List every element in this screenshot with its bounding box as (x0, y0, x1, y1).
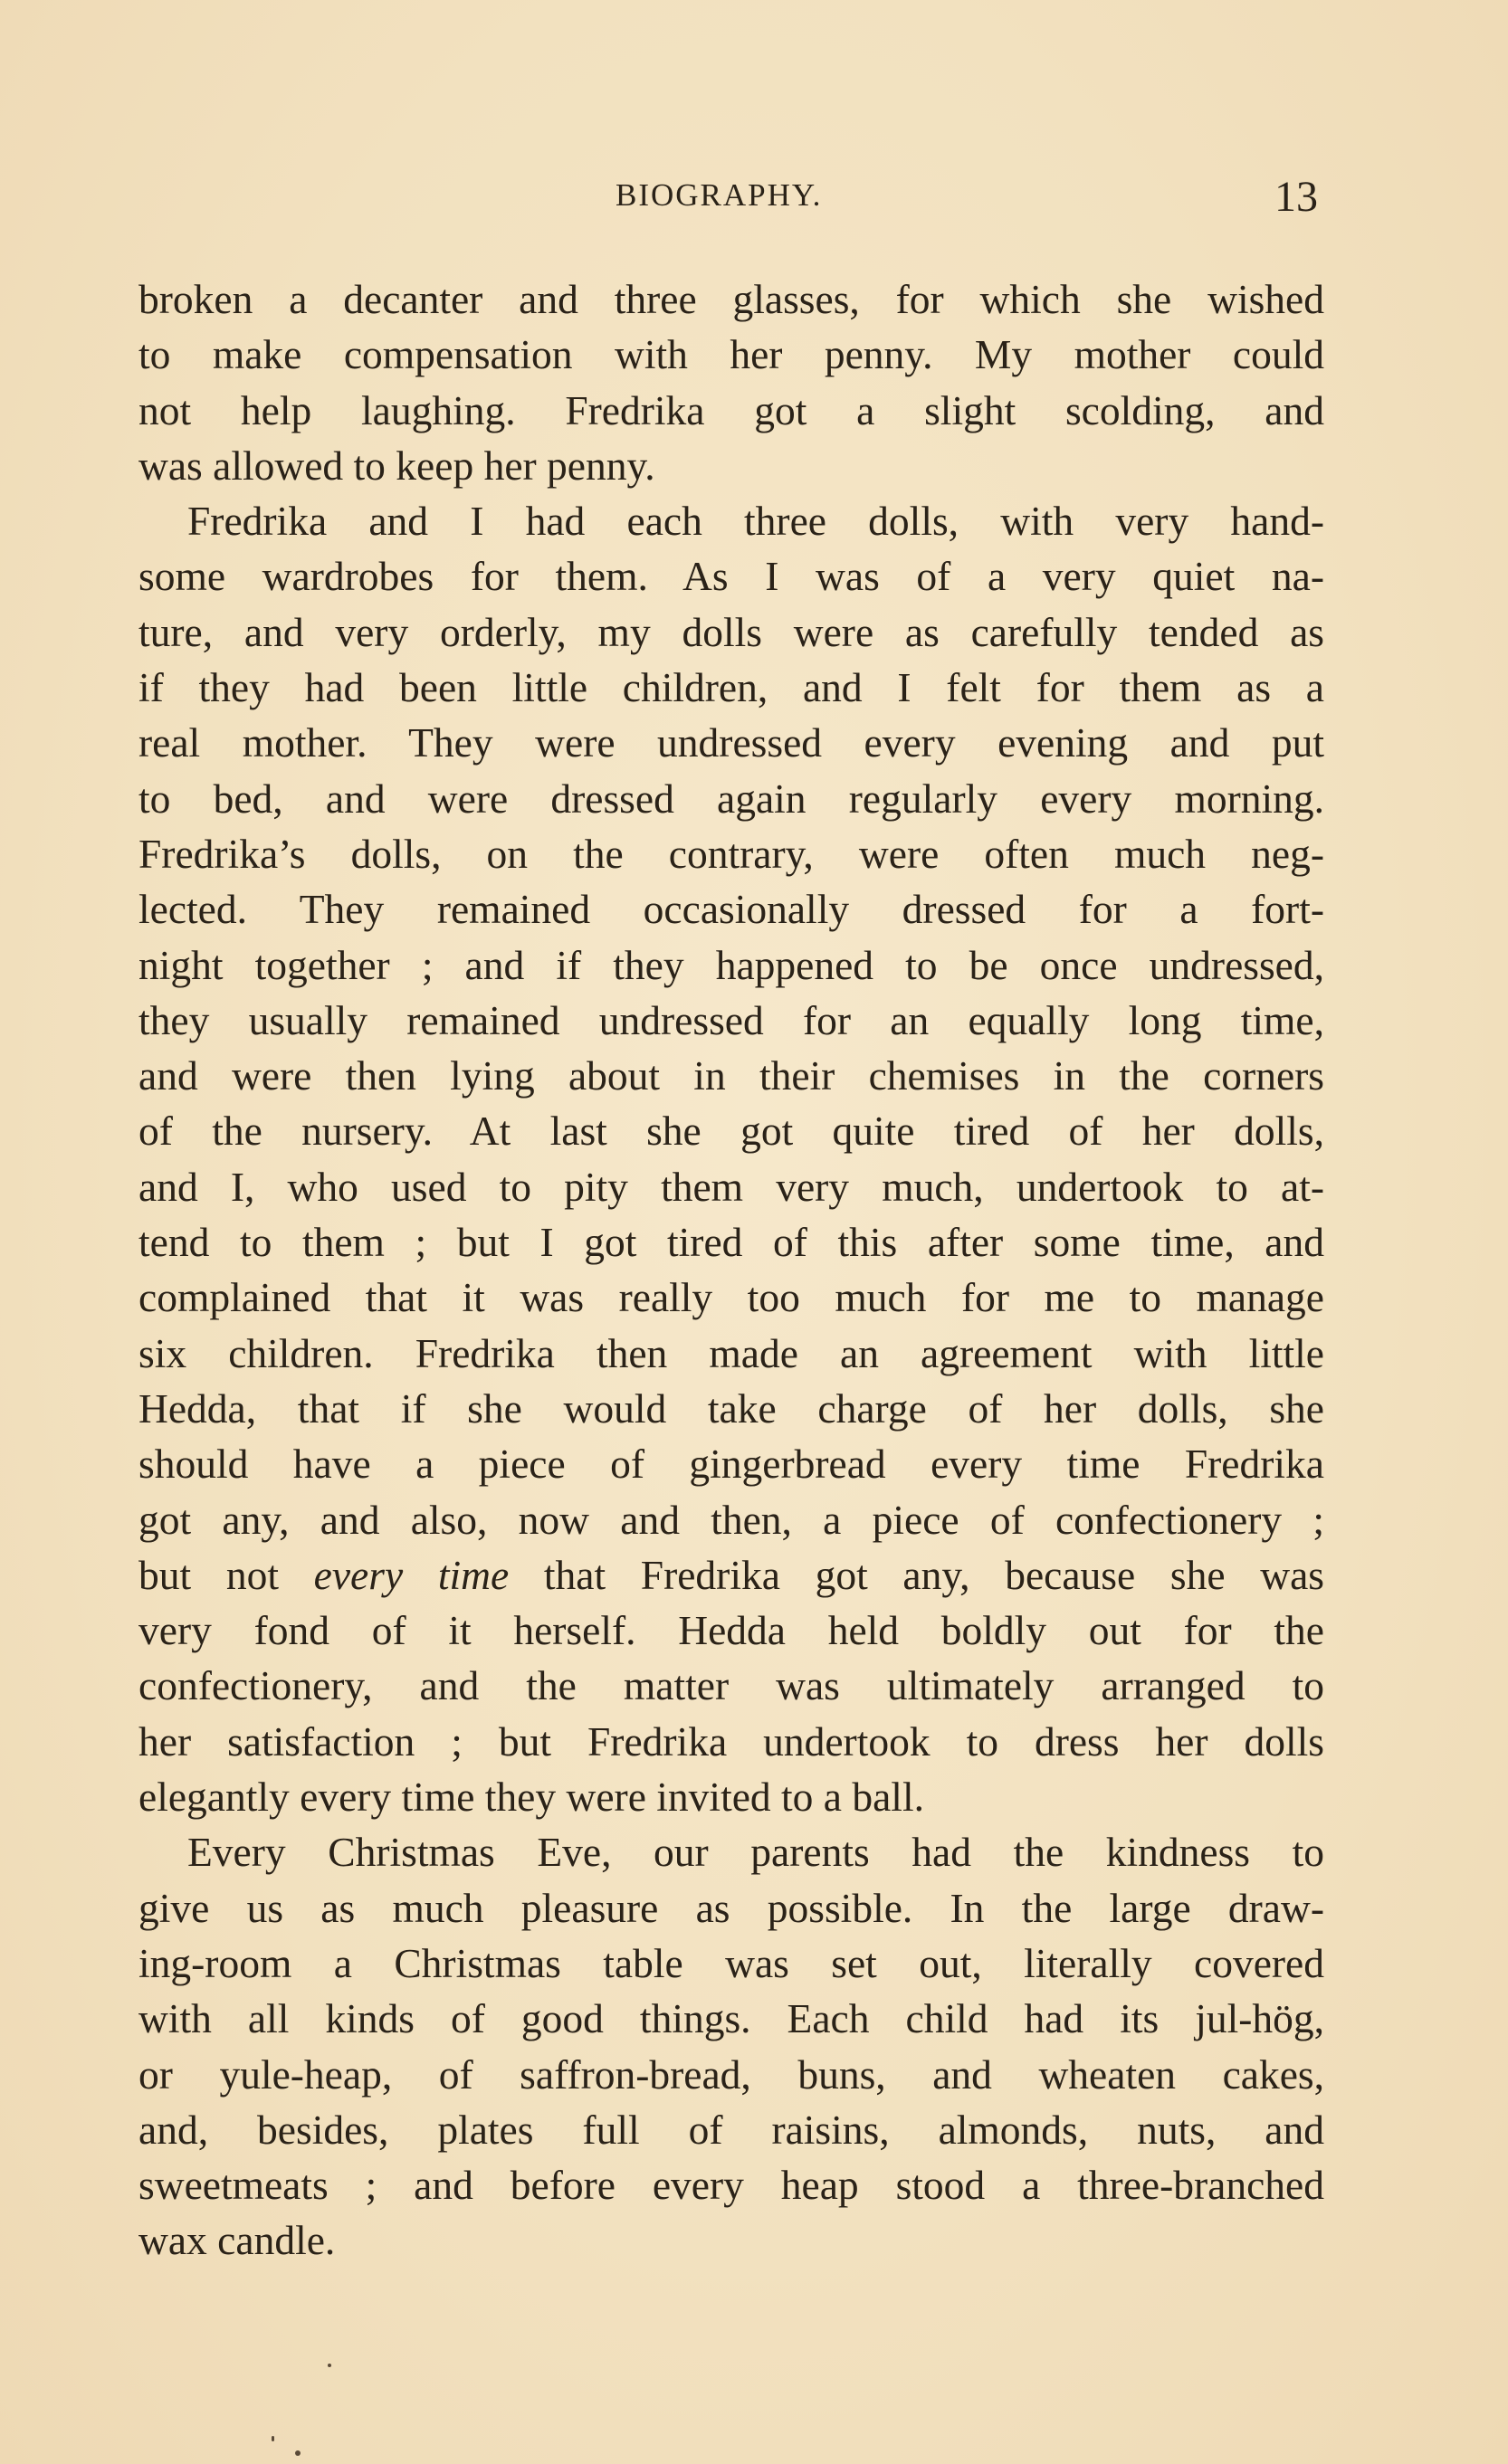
text-line: very fond of it herself. Hedda held boldly out for the (138, 1607, 1324, 1654)
text-line: sweetmeats ; and before every heap stood a three-branched (138, 2162, 1324, 2209)
text-line: broken a decanter and three glasses, for which she wished (138, 276, 1324, 322)
body-text (138, 271, 1324, 2269)
text-line: Every Christmas Eve, our parents had the kindness to (187, 1829, 1324, 1876)
ink-speck (328, 2364, 331, 2367)
text-line: Fredrika and I had each three dolls, with very hand- (187, 498, 1324, 545)
text-line: lected. They remained occasionally dressed for a fort- (138, 886, 1324, 933)
text-line: real mother. They were undressed every evening and put (138, 719, 1324, 766)
text-line: was allowed to keep her penny. (138, 442, 655, 489)
text-line: not help laughing. Fredrika got a slight scolding, and (138, 386, 1324, 433)
text-line: and I, who used to pity them very much, undertook to at- (138, 1163, 1324, 1210)
text-line: ture, and very orderly, my dolls were as carefully tended as (138, 608, 1324, 655)
text-line: or yule-heap, of saffron-bread, buns, and wheaten cakes, (138, 2050, 1324, 2098)
page-number: 13 (1274, 173, 1318, 221)
text-line: her satisfaction ; but Fredrika undertook to dress her dolls (138, 1717, 1324, 1765)
running-title: BIOGRAPHY. (616, 177, 823, 213)
text-line: to make compensation with her penny. My mother could (138, 331, 1324, 378)
text-line-with-italic (138, 1547, 1324, 1603)
italic-phrase: every time (313, 1551, 510, 1598)
text-line: ing-room a Christmas table was set out, literally covered (138, 1939, 1324, 1986)
text-line: should have a piece of gingerbread every time Fredrika (138, 1441, 1324, 1488)
text-line: and were then lying about in their chemises in the corners (138, 1052, 1324, 1099)
text-line: and, besides, plates full of raisins, almonds, nuts, and (138, 2106, 1324, 2153)
text-segment: that Fredrika got any, because she was (509, 1551, 1324, 1598)
text-line: night together ; and if they happened to be once undressed, (138, 941, 1324, 988)
text-segment: but not (138, 1551, 314, 1598)
text-line: they usually remained undressed for an equally long time, (138, 996, 1324, 1043)
running-head (0, 173, 1508, 223)
text-line: give us as much pleasure as possible. In the large draw- (138, 1884, 1324, 1931)
ink-speck (272, 2436, 274, 2441)
text-line: if they had been little children, and I felt for them as a (138, 664, 1324, 711)
ink-speck (295, 2450, 301, 2456)
text-line: tend to them ; but I got tired of this after some time, and (138, 1219, 1324, 1266)
text-line: some wardrobes for them. As I was of a very quiet na- (138, 553, 1324, 600)
text-line: Hedda, that if she would take charge of her dolls, she (138, 1384, 1324, 1432)
text-line: wax candle. (138, 2217, 336, 2264)
text-line: of the nursery. At last she got quite tired of her dolls, (138, 1108, 1324, 1155)
text-line: Fredrika’s dolls, on the contrary, were often much neg- (138, 830, 1324, 877)
text-line: with all kinds of good things. Each child had its jul-hög, (138, 1995, 1324, 2042)
text-line: complained that it was really too much for me to manage (138, 1274, 1324, 1321)
text-line: elegantly every time they were invited to a ball. (138, 1774, 924, 1821)
text-line: confectionery, and the matter was ultimately arranged to (138, 1662, 1324, 1709)
text-line: got any, and also, now and then, a piece of confectionery ; (138, 1496, 1324, 1543)
text-line: to bed, and were dressed again regularly every morning. (138, 775, 1324, 822)
text-line: six children. Fredrika then made an agreement with little (138, 1329, 1324, 1376)
